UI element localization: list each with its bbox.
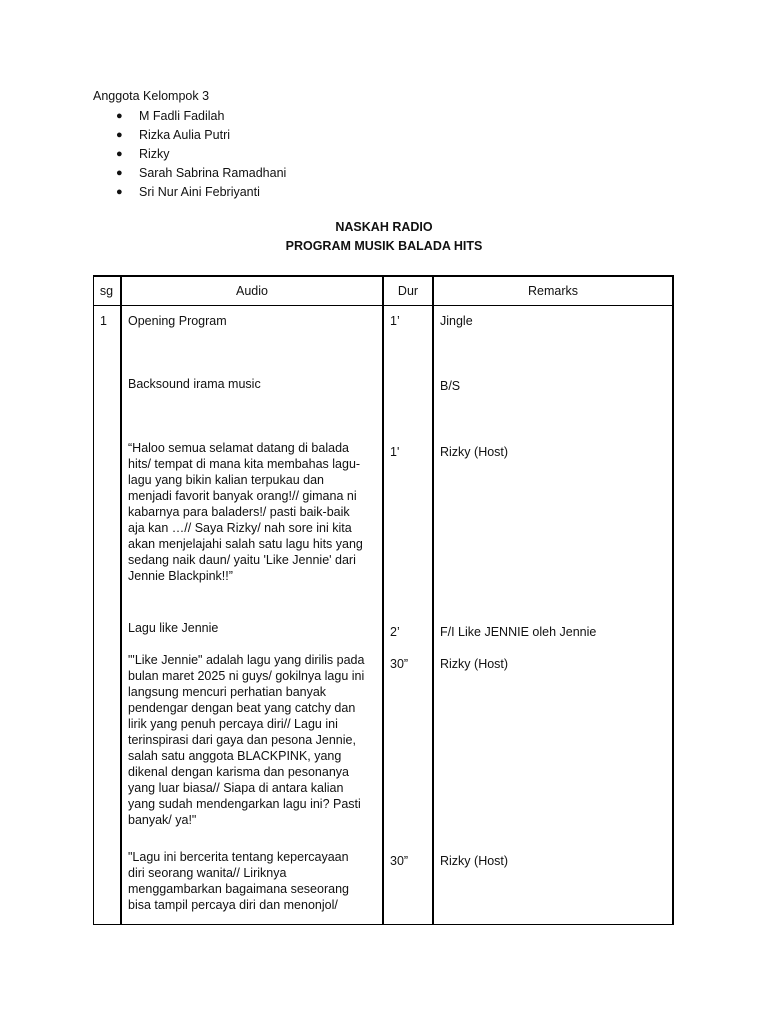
remarks-cell: Rizky (Host) <box>440 854 509 868</box>
dur-cell: 1’ <box>390 314 400 328</box>
sg-number: 1 <box>100 314 107 328</box>
list-item <box>93 145 286 164</box>
program-title: PROGRAM MUSIK BALADA HITS <box>285 239 483 253</box>
member-name: Rizka Aulia Putri <box>139 128 231 142</box>
remarks-cell: Rizky (Host) <box>440 445 509 459</box>
bullet-icon: ● <box>116 167 123 179</box>
group-title: Anggota Kelompok 3 <box>93 89 210 103</box>
dur-cell: 2’ <box>390 625 400 639</box>
remarks-cell: Rizky (Host) <box>440 657 509 671</box>
audio-cell: "Lagu ini bercerita tentang kepercayaan diri seorang wanita// Liriknya menggambarkan bagaimana seseorang bisa tampil percaya diri dan menonjol/ <box>128 850 349 912</box>
list-item <box>93 183 286 202</box>
remarks-cell: Jingle <box>440 314 473 328</box>
member-name: Rizky <box>139 147 170 161</box>
table-divider-audio <box>382 275 384 925</box>
table-border-right <box>672 275 674 925</box>
bullet-icon: ● <box>116 110 123 122</box>
member-name: Sarah Sabrina Ramadhani <box>139 166 287 180</box>
audio-cell: "'Like Jennie" adalah lagu yang dirilis pada bulan maret 2025 ni guys/ gokilnya lagu ini langsung mencuri perhatian banyak pendengar dengan beat yang catchy dan lirik yang penuh percaya diri// Lagu ini terinspirasi dari gaya dan pesona Jennie, salah satu anggota BLACKPINK, yang dikenal dengan karisma dan pesonanya yang luar biasa// Siapa di antara kalian yang sudah mendengarkan lagu ini? Pasti banyak/ ya!" <box>128 653 365 827</box>
header-sg: sg <box>99 284 114 298</box>
header-audio: Audio <box>236 284 268 298</box>
bullet-icon: ● <box>116 148 123 160</box>
audio-cell: Backsound irama music <box>128 377 261 391</box>
member-name: Sri Nur Aini Febriyanti <box>139 185 260 199</box>
table-divider-dur <box>432 275 434 925</box>
dur-cell: 30” <box>390 854 409 868</box>
header-dur: Dur <box>397 284 419 298</box>
dur-cell: 30” <box>390 657 409 671</box>
dur-cell: 1' <box>390 445 400 459</box>
script-title: NASKAH RADIO <box>335 220 433 234</box>
table-border-left <box>93 275 94 925</box>
bullet-icon: ● <box>116 186 123 198</box>
header-remarks: Remarks <box>527 284 578 298</box>
audio-cell: “Haloo semua selamat datang di balada hits/ tempat di mana kita membahas lagu- lagu yang bikin kalian terpukau dan menjadi favorit banyak orang!// gimana ni kabarnya para baladers!/ pasti baik-baik aja kan …// Saya Rizky/ nah sore ini kita akan menjelajahi salah satu lagu hits yang sedang naik daun/ yaitu 'Like Jennie' dari Jennie Blackpink!!” <box>128 441 363 583</box>
member-name: M Fadli Fadilah <box>139 109 225 123</box>
table-header-divider <box>93 305 674 306</box>
table-border-bottom <box>93 924 674 925</box>
list-item <box>93 126 286 145</box>
table-divider-sg <box>120 275 122 925</box>
bullet-icon: ● <box>116 129 123 141</box>
list-item <box>93 164 286 183</box>
audio-cell: Opening Program <box>128 314 227 328</box>
list-item <box>93 107 286 126</box>
remarks-cell: F/I Like JENNIE oleh Jennie <box>440 625 597 639</box>
remarks-cell: B/S <box>440 379 461 393</box>
audio-cell: Lagu like Jennie <box>128 621 219 635</box>
table-border-top <box>93 275 674 277</box>
script-table <box>93 275 674 925</box>
member-list <box>93 107 286 202</box>
